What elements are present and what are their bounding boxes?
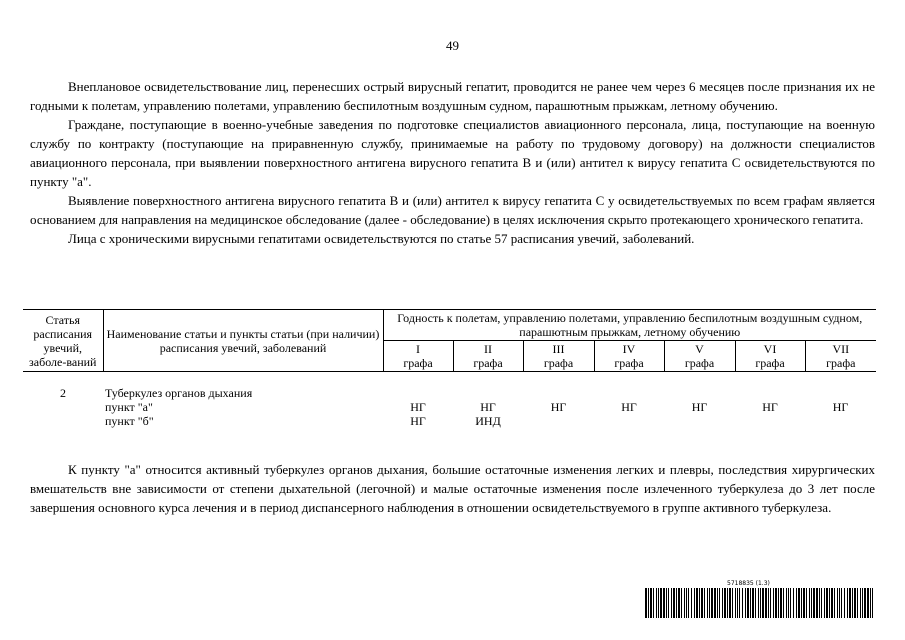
graph-header-1: I графа: [383, 341, 453, 372]
paragraph-chronic-hepatitis: Лица с хроническими вирусными гепатитами освидетельствуются по статье 57 расписания увечий, заболеваний.: [68, 231, 695, 246]
table-row-article: [23, 386, 876, 400]
cell-value: НГ: [762, 400, 778, 414]
col-header-fitness-group: Годность к полетам, управлению полетами, управлению беспилотным воздушным судном, парашютным прыжкам, летному обучению: [383, 310, 876, 341]
cell-value: [523, 414, 594, 428]
cell-value: НГ: [691, 400, 708, 414]
paragraph-applicants: Граждане, поступающие в военно-учебные заведения по подготовке специалистов авиационного персонала, лица, поступающие на военную службу по контракту (поступающие на приравненную службу, принимаемые на работу по трудовому договору) на должности специалистов авиационного персонала, при выявлении поверхностного антигена вирусного гепатита В и (или) антител к вирусу гепатита С освидетельствуются по пункту "а".: [30, 117, 875, 189]
graph-header-5: V графа: [664, 341, 735, 372]
paragraph-unplanned-exam: Внеплановое освидетельствование лиц, перенесших острый вирусный гепатит, проводится не ранее чем через 6 месяцев после признания их не годными к полетам, управлению полетами, управлению беспилотным воздушным судном, парашютным прыжкам, летному обучению.: [30, 79, 875, 113]
cell-value: [664, 414, 735, 428]
graph-header-7: VII графа: [805, 341, 876, 372]
paragraph-antigen-detection: Выявление поверхностного антигена вирусного гепатита В и (или) антител к вирусу гепатита С у освидетельствуемых по всем графам является основанием для направления на медицинское обследование (далее - обследование) в целях исключения скрыто протекающего хронического гепатита.: [30, 193, 875, 227]
barcode: [645, 580, 875, 623]
fitness-table: [23, 309, 876, 428]
row-label: пункт "б": [105, 414, 154, 428]
cell-value: [735, 414, 805, 428]
note-text: [30, 460, 875, 517]
page-number: 49: [446, 38, 459, 53]
cell-value: [805, 414, 876, 428]
barcode-caption: 5718835 (1.3): [727, 580, 770, 587]
cell-value: ИНД: [475, 414, 501, 428]
graph-header-4: IV графа: [594, 341, 664, 372]
cell-value: НГ: [621, 400, 637, 414]
col-header-article: Статья расписания увечий, заболе-ваний: [23, 310, 103, 372]
intro-text: [30, 77, 875, 248]
article-number: 2: [60, 386, 66, 400]
barcode-bars: [645, 588, 875, 618]
paragraph-note-point-a: К пункту "а" относится активный туберкулез органов дыхания, большие остаточные изменения легких и плевры, последствия хирургических вмешательств вне зависимости от степени дыхательной (легочной) и малые остаточные изменения после излеченного туберкулеза до 3 лет после завершения основного курса лечения и в период диспансерного наблюдения в отношении освидетельствуемого в группе активного туберкулеза.: [30, 462, 875, 515]
cell-value: [594, 414, 664, 428]
table-row: [23, 414, 876, 428]
col-header-name: Наименование статьи и пункты статьи (при наличии) расписания увечий, заболеваний: [103, 310, 383, 372]
graph-header-3: III графа: [523, 341, 594, 372]
cell-value: НГ: [410, 414, 426, 428]
table-row: [23, 400, 876, 414]
cell-value: НГ: [410, 400, 426, 414]
article-title: Туберкулез органов дыхания: [105, 386, 253, 400]
cell-value: НГ: [550, 400, 567, 414]
row-label: пункт "а": [105, 400, 153, 414]
graph-header-2: II графа: [453, 341, 523, 372]
graph-header-6: VI графа: [735, 341, 805, 372]
cell-value: НГ: [832, 400, 849, 414]
cell-value: НГ: [480, 400, 496, 414]
